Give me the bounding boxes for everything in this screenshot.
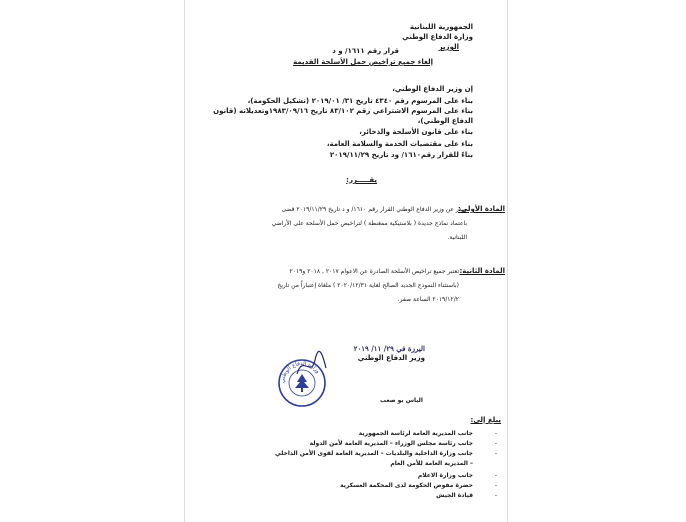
minister-header: الوزير [438, 43, 459, 51]
distribution-item: قيادة الجيش [436, 492, 473, 499]
handwritten-signature-icon [293, 350, 329, 380]
decides-heading: يقـــــرر: [346, 176, 377, 184]
preamble-item: الدفاع الوطني)، [417, 117, 473, 125]
article-1-line: باعتماد نماذج جديدة ( بلاستيكية ممغنطة ) لتراخيص حمل الأسلحة على الأراضي [271, 220, 467, 227]
distribution-item: جانب وزارة الداخلية والبلديات – المديرية العامة لقوى الأمن الداخلي [275, 450, 473, 457]
article-2-line: تعتبر جميع تراخيص الأسلحة الصادرة عن الاعوام ٢٠١٧ , ٢٠١٨ و٢٠١٩ [289, 268, 459, 275]
distribution-item: جانب وزارة الاعلام [417, 472, 473, 479]
bullet-dash: - [494, 482, 497, 489]
distribution-item: جانب المديرية العامة لرئاسة الجمهورية [358, 430, 473, 437]
signature-date: اليرزة في ٢٩/ ١١/ ٢٠١٩ [353, 344, 425, 353]
preamble-item: بناء على المرسوم رقم ٤٣٤٠ تاريخ ٣١/ ٢٠١٩/٠١ (تشكيل الحكومة)، [247, 97, 473, 105]
article-2-label: المادة الثانية: [459, 267, 505, 275]
seal-text: وزارة الدفاع الوطني [279, 360, 321, 384]
preamble-item: بناء على المرسوم الاشتراعي رقم ٨٣/١٠٢ تاريخ ١٩٨٣/٠٩/١٦وتعديلاته (قانون [213, 107, 473, 115]
bullet-dash: - [494, 472, 497, 479]
preamble-item: بناء على قانون الأسلحة والذخائر، [359, 128, 473, 136]
bullet-dash: - [494, 492, 497, 499]
article-1-line: صدر عن وزير الدفاع الوطني القرار رقم ١٦١٠/ و د تاريخ ٢٠١٩/١١/٢٩ قضى [281, 206, 467, 213]
decision-number: قرار رقم ١٦١١/ و د [332, 47, 399, 55]
article-1-label: المادة الأولى: [458, 205, 505, 213]
ministry-header: وزارة الدفاع الوطني [402, 33, 473, 41]
bullet-dash: - [494, 440, 497, 447]
article-2-line: ٢٠١٩/١٢/٢ الساعة صفر. [397, 296, 459, 303]
distribution-item: جانب رئاسة مجلس الوزراء – المديرية العامة لأمن الدولة [309, 440, 473, 447]
preamble-intro: إن وزير الدفاع الوطني، [392, 85, 473, 93]
preamble-item: بناءً للقرار رقم١٦١٠/ ود تاريخ ٢٠١٩/١١/٢٩ [329, 151, 473, 159]
preamble-item: بناء على مقتضيات الخدمة والسلامة العامة، [326, 140, 473, 148]
bullet-dash: - [494, 430, 497, 437]
distribution-item: حضرة مفوض الحكومة لدى المحكمة العسكرية [340, 482, 473, 489]
decision-subject: إلغاء جميع تراخيص حمل الأسلحة القديمة [293, 58, 433, 66]
signature-name: الياس بو صعب [379, 397, 423, 404]
republic-header: الجمهورية اللبنانية [409, 23, 473, 31]
bullet-dash: - [494, 450, 497, 457]
document-page [184, 0, 508, 522]
article-2-line: (باستثناء النموذج الجديد الصالح لغاية ٢٠٢٠/١٢/٣١ ) ملغاة إعتباراً من تاريخ [277, 282, 459, 289]
signature-title: وزير الدفاع الوطني [357, 354, 425, 362]
distribution-item: – المديرية العامة للأمن العام [390, 460, 473, 467]
article-1-line: اللبنانية. [447, 234, 467, 241]
distribution-heading: يبلغ إلى: [470, 416, 501, 424]
